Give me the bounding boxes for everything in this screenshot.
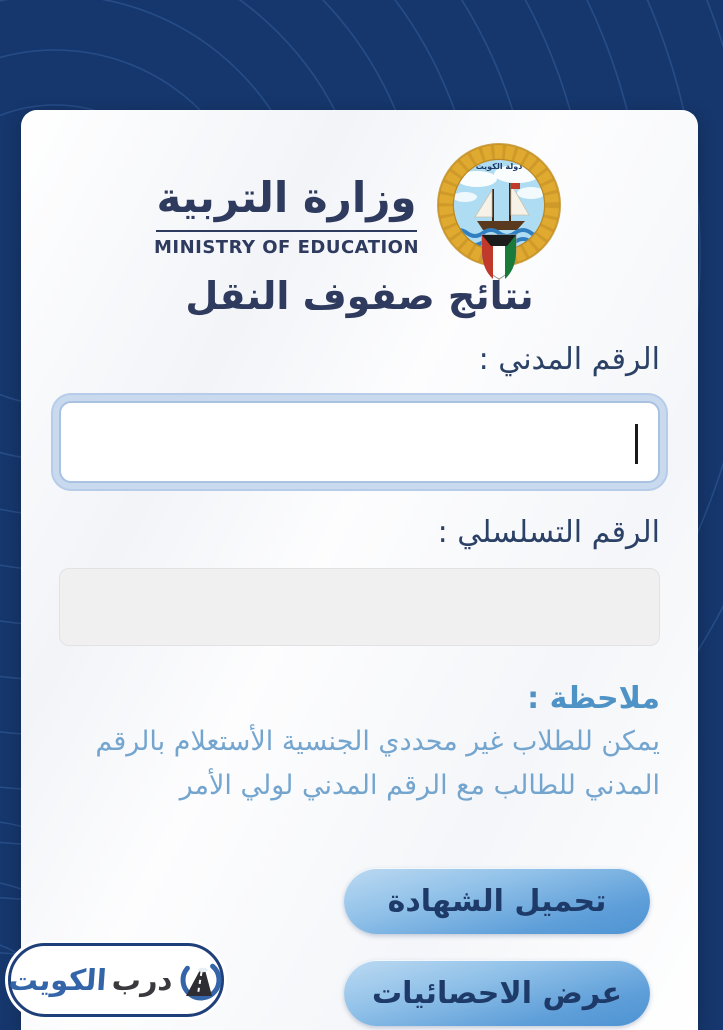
emblem-caption: دولة الكويت	[475, 162, 523, 171]
download-certificate-button[interactable]: تحميل الشهادة	[344, 868, 650, 934]
ministry-name-arabic: وزارة التربية	[156, 172, 417, 222]
header-divider	[156, 230, 417, 232]
note-heading: ملاحظة :	[527, 681, 660, 716]
view-statistics-button[interactable]: عرض الاحصائيات	[344, 960, 650, 1026]
header	[59, 144, 660, 286]
watermark-word-darb: درب	[111, 963, 175, 997]
note-body: يمكن للطلاب غير محددي الجنسية الأستعلام بالرقم المدني للطالب مع الرقم المدني لولي الأمر	[95, 726, 660, 801]
civil-id-label: الرقم المدني :	[478, 342, 660, 377]
ministry-title-block	[154, 172, 419, 259]
page-title: نتائج صفوف النقل	[185, 274, 534, 318]
ministry-name-english: MINISTRY OF EDUCATION	[153, 237, 420, 259]
results-card	[21, 110, 698, 1030]
civil-id-input[interactable]	[61, 403, 658, 481]
text-caret	[635, 424, 638, 464]
civil-id-field-wrap	[59, 401, 660, 483]
watermark-word-kuwait: الكويت	[7, 963, 108, 997]
darb-alkuwait-watermark	[8, 943, 224, 1017]
serial-number-input[interactable]	[59, 568, 660, 646]
road-logo-icon	[179, 958, 223, 1002]
serial-number-label: الرقم التسلسلي :	[437, 515, 660, 550]
kuwait-emblem-icon	[433, 143, 565, 287]
